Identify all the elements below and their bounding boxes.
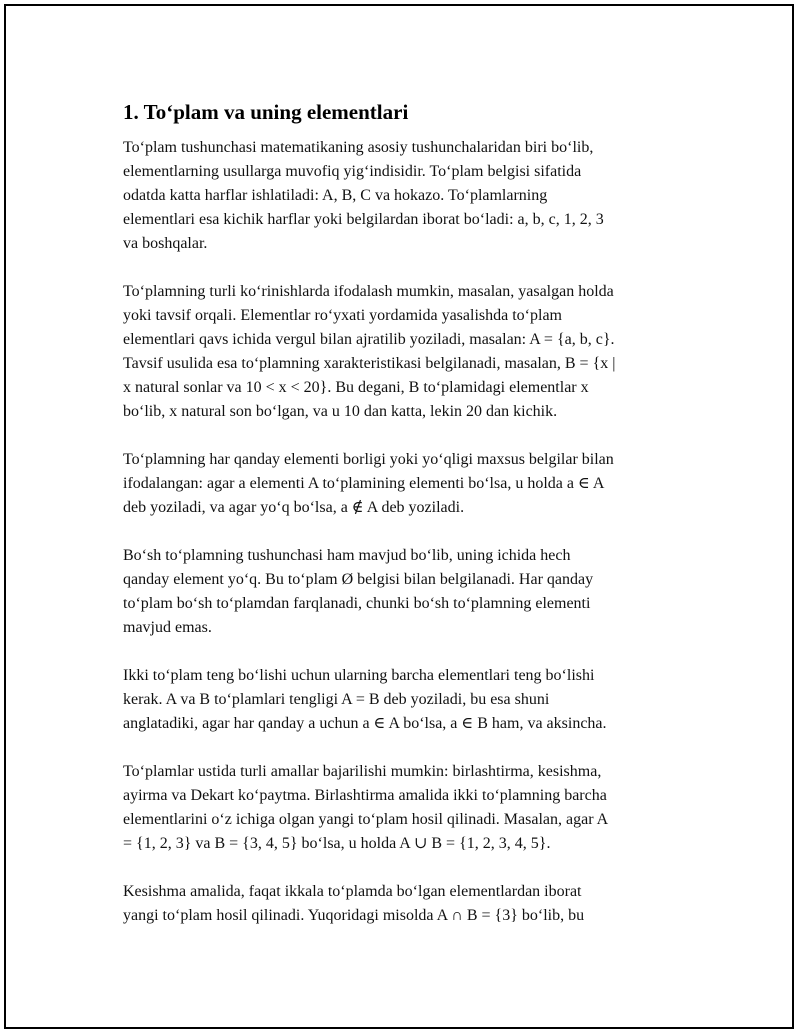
text-line: ifodalangan: agar a elementi A to‘plamining elementi bo‘lsa, u holda a ∈ A <box>123 475 605 492</box>
paragraph <box>123 760 693 856</box>
paragraph-list <box>123 136 693 928</box>
text-line: va boshqalar. <box>123 235 208 252</box>
text-line: elementlarini o‘z ichiga olgan yangi to‘plam hosil qilinadi. Masalan, agar A <box>123 811 609 828</box>
text-line: qanday element yo‘q. Bu to‘plam Ø belgisi bilan belgilanadi. Har qanday <box>123 571 594 588</box>
text-line: elementlari esa kichik harflar yoki belgilardan iborat bo‘ladi: a, b, c, 1, 2, 3 <box>123 211 604 228</box>
text-line: Bo‘sh to‘plamning tushunchasi ham mavjud bo‘lib, uning ichida hech <box>123 547 571 564</box>
paragraph <box>123 280 693 424</box>
text-line: Kesishma amalida, faqat ikkala to‘plamda bo‘lgan elementlardan iborat <box>123 883 582 900</box>
paragraph <box>123 664 693 736</box>
text-line: ayirma va Dekart ko‘paytma. Birlashtirma amalida ikki to‘plamning barcha <box>123 787 607 804</box>
text-line: odatda katta harflar ishlatiladi: A, B, C va hokazo. To‘plamlarning <box>123 187 548 204</box>
text-line: Tavsif usulida esa to‘plamning xarakteristikasi belgilanadi, masalan, B = {x | <box>123 355 616 372</box>
text-line: Ikki to‘plam teng bo‘lishi uchun ularning barcha elementlari teng bo‘lishi <box>123 667 595 684</box>
text-line: = {1, 2, 3} va B = {3, 4, 5} bo‘lsa, u holda A ∪ B = {1, 2, 3, 4, 5}. <box>123 835 551 852</box>
text-line: anglatadiki, agar har qanday a uchun a ∈ A bo‘lsa, a ∈ B ham, va aksincha. <box>123 715 607 732</box>
text-line: elementlari qavs ichida vergul bilan ajratilib yoziladi, masalan: A = {a, b, c}. <box>123 331 615 348</box>
paragraph <box>123 136 693 256</box>
text-line: To‘plamlar ustida turli amallar bajarilishi mumkin: birlashtirma, kesishma, <box>123 763 602 780</box>
paragraph <box>123 880 693 928</box>
text-line: x natural sonlar va 10 < x < 20}. Bu degani, B to‘plamidagi elementlar x <box>123 379 589 396</box>
text-line: To‘plamning turli ko‘rinishlarda ifodalash mumkin, masalan, yasalgan holda <box>123 283 614 300</box>
text-line: to‘plam bo‘sh to‘plamdan farqlanadi, chunki bo‘sh to‘plamning elementi <box>123 595 591 612</box>
text-line: elementlarning usullarga muvofiq yig‘indisidir. To‘plam belgisi sifatida <box>123 163 582 180</box>
page-frame <box>4 4 794 1029</box>
text-line: kerak. A va B to‘plamlari tengligi A = B deb yoziladi, bu esa shuni <box>123 691 550 708</box>
text-line: yangi to‘plam hosil qilinadi. Yuqoridagi misolda A ∩ B = {3} bo‘lib, bu <box>123 907 585 924</box>
text-line: yoki tavsif orqali. Elementlar ro‘yxati yordamida yasalishda to‘plam <box>123 307 562 324</box>
text-line: mavjud emas. <box>123 619 212 636</box>
text-line: deb yoziladi, va agar yo‘q bo‘lsa, a ∉ A deb yoziladi. <box>123 499 465 516</box>
paragraph <box>123 448 693 520</box>
document-body <box>123 98 693 952</box>
section-heading: 1. To‘plam va uning elementlari <box>123 100 409 124</box>
text-line: To‘plam tushunchasi matematikaning asosiy tushunchalaridan biri bo‘lib, <box>123 139 594 156</box>
paragraph <box>123 544 693 640</box>
text-line: bo‘lib, x natural son bo‘lgan, va u 10 dan katta, lekin 20 dan kichik. <box>123 403 558 420</box>
text-line: To‘plamning har qanday elementi borligi yoki yo‘qligi maxsus belgilar bilan <box>123 451 614 468</box>
